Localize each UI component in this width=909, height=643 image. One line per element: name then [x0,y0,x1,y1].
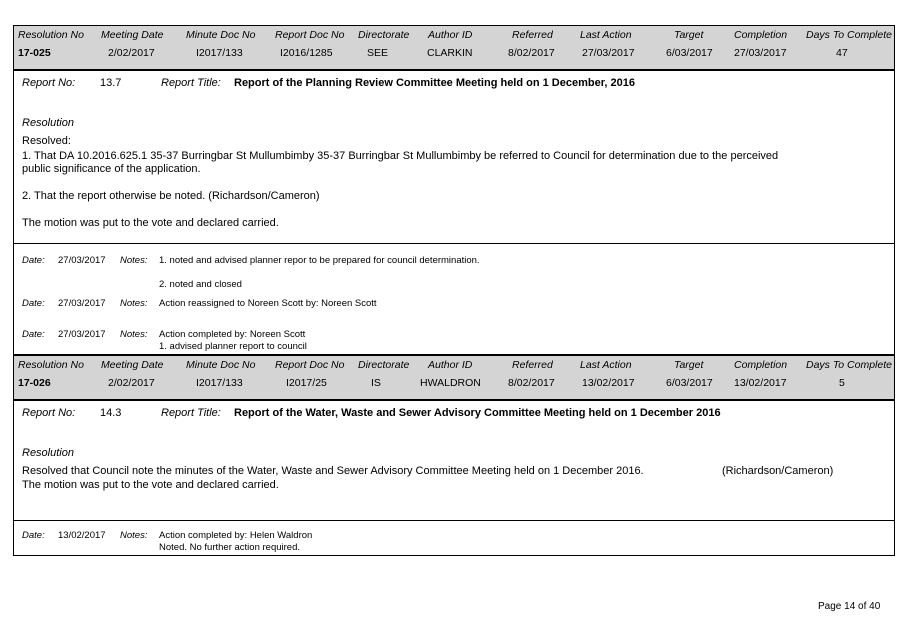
resolution-no: 17-026 [18,377,51,389]
author-id: CLARKIN [427,47,473,59]
resolution-heading: Resolution [22,447,74,459]
col-label-meeting-date: Meeting Date [101,29,164,41]
action-note-line: 2. noted and closed [159,279,242,290]
resolution-line: Resolved that Council note the minutes of the Water, Waste and Sewer Advisory Committee Meeting held on 1 December 2016. [22,465,644,477]
col-label-completion: Completion [734,29,788,41]
action-notes-label: Notes: [120,329,148,340]
action-date: 27/03/2017 [58,329,106,340]
col-label-last-action: Last Action [580,359,632,371]
resolution-line: 2. That the report otherwise be noted. (Richardson/Cameron) [22,190,320,202]
actions-box-17-026 [13,520,895,556]
target-date: 6/03/2017 [666,377,713,389]
last-action-date: 27/03/2017 [582,47,635,59]
col-label-referred: Referred [512,359,553,371]
record-header-17-026 [13,355,895,400]
resolution-line: public significance of the application. [22,163,201,175]
col-label-target: Target [674,359,704,371]
resolution-mover: (Richardson/Cameron) [722,465,834,477]
col-label-last-action: Last Action [580,29,632,41]
action-note-line: Action reassigned to Noreen Scott by: Noreen Scott [159,298,377,309]
report-box-17-025 [13,70,895,244]
record-header-17-025 [13,25,895,70]
col-label-directorate: Directorate [358,29,410,41]
meeting-date: 2/02/2017 [108,47,155,59]
page-number: Page 14 of 40 [818,601,881,612]
action-note-line: 1. advised planner report to council [159,341,307,352]
col-label-minute-doc-no: Minute Doc No [186,359,256,371]
resolution-line: The motion was put to the vote and declared carried. [22,479,279,491]
report-no-label: Report No: [22,77,76,89]
col-label-days-to-complete: Days To Complete [806,29,892,41]
actions-box-17-025 [13,243,895,355]
days-to-complete: 5 [839,377,845,389]
col-label-author-id: Author ID [428,29,473,41]
col-label-minute-doc-no: Minute Doc No [186,29,256,41]
action-note-line: Action completed by: Helen Waldron [159,530,313,541]
col-label-days-to-complete: Days To Complete [806,359,892,371]
col-label-target: Target [674,29,704,41]
action-date-label: Date: [22,530,45,541]
report-no: 13.7 [100,77,122,89]
author-id: HWALDRON [420,377,481,389]
completion-date: 27/03/2017 [734,47,787,59]
last-action-date: 13/02/2017 [582,377,635,389]
resolution-line: 1. That DA 10.2016.625.1 35-37 Burringbar St Mullumbimby 35-37 Burringbar St Mullumbimby be referred to Council for determination due to the perceived [22,150,779,162]
report-title-label: Report Title: [161,77,221,89]
completion-date: 13/02/2017 [734,377,787,389]
action-date-label: Date: [22,255,45,266]
action-date: 27/03/2017 [58,255,106,266]
resolution-heading: Resolution [22,117,74,129]
report-title: Report of the Planning Review Committee Meeting held on 1 December, 2016 [234,77,635,89]
directorate: IS [371,377,381,389]
referred-date: 8/02/2017 [508,47,555,59]
col-label-directorate: Directorate [358,359,410,371]
col-label-resolution-no: Resolution No [18,29,84,41]
resolution-line: The motion was put to the vote and declared carried. [22,217,279,229]
resolution-line: Resolved: [22,135,71,147]
report-doc-no: I2017/25 [286,377,327,389]
action-note-line: Noted. No further action required. [159,542,300,553]
action-date: 13/02/2017 [58,530,106,541]
report-doc-no: I2016/1285 [280,47,333,59]
action-note-line: 1. noted and advised planner repor to be prepared for council determination. [159,255,480,266]
col-label-author-id: Author ID [428,359,473,371]
meeting-date: 2/02/2017 [108,377,155,389]
action-date-label: Date: [22,329,45,340]
target-date: 6/03/2017 [666,47,713,59]
referred-date: 8/02/2017 [508,377,555,389]
report-title-label: Report Title: [161,407,221,419]
report-title: Report of the Water, Waste and Sewer Advisory Committee Meeting held on 1 December 2016 [234,407,721,419]
days-to-complete: 47 [836,47,848,59]
directorate: SEE [367,47,389,59]
col-label-referred: Referred [512,29,553,41]
report-no: 14.3 [100,407,122,419]
action-notes-label: Notes: [120,530,148,541]
col-label-report-doc-no: Report Doc No [275,29,345,41]
col-label-resolution-no: Resolution No [18,359,84,371]
col-label-completion: Completion [734,359,788,371]
action-notes-label: Notes: [120,255,148,266]
minute-doc-no: I2017/133 [196,377,243,389]
action-note-line: Action completed by: Noreen Scott [159,329,306,340]
action-date-label: Date: [22,298,45,309]
action-date: 27/03/2017 [58,298,106,309]
minute-doc-no: I2017/133 [196,47,243,59]
col-label-report-doc-no: Report Doc No [275,359,345,371]
resolution-no: 17-025 [18,47,51,59]
report-box-17-026 [13,400,895,521]
col-label-meeting-date: Meeting Date [101,359,164,371]
action-notes-label: Notes: [120,298,148,309]
report-no-label: Report No: [22,407,76,419]
